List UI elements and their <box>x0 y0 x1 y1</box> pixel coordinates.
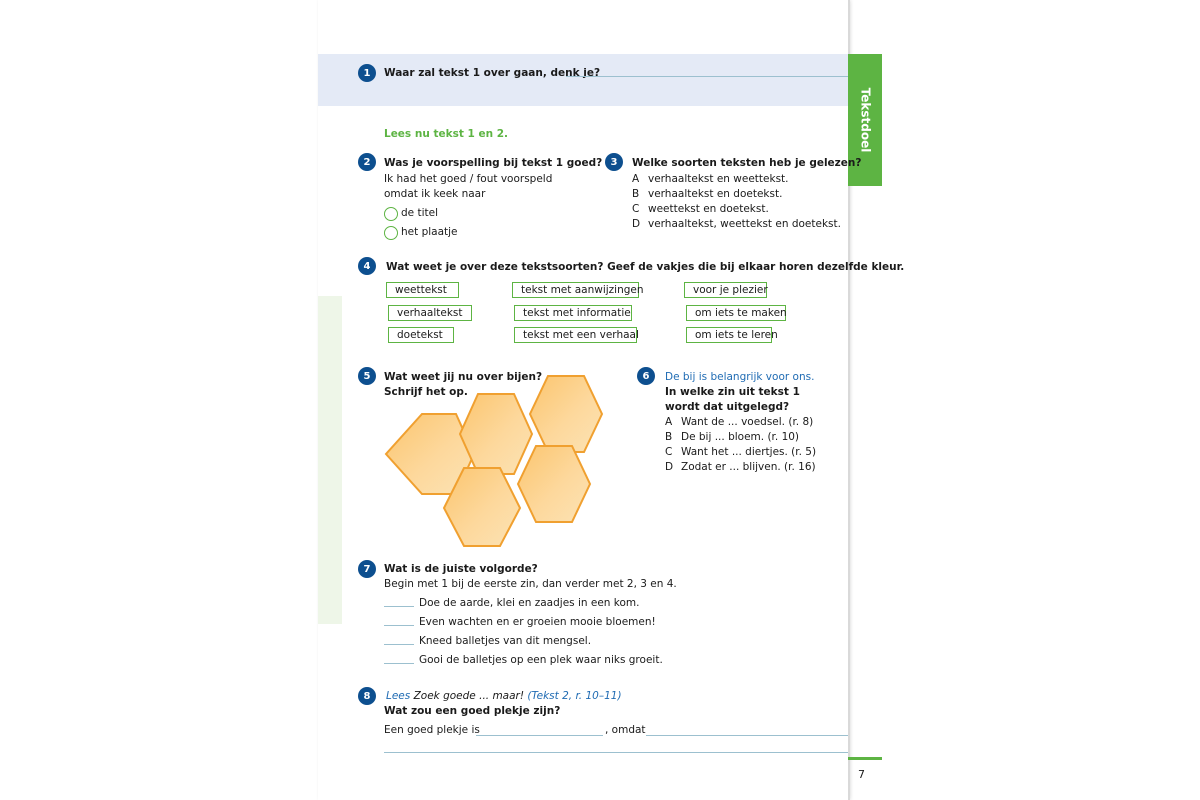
q2-option-1: de titel <box>401 207 438 219</box>
q6-letter-b: B <box>665 431 673 443</box>
q2-line2: omdat ik keek naar <box>384 188 486 200</box>
q6-line2: wordt dat uitgelegd? <box>665 401 790 413</box>
question-number-6: 6 <box>637 367 655 385</box>
bottom-accent-line <box>848 757 882 760</box>
q8-answer-line-1[interactable] <box>476 735 603 736</box>
question-number-4: 4 <box>358 257 376 275</box>
q4-box-leren[interactable]: om iets te leren <box>686 327 772 343</box>
q3-letter-c: C <box>632 203 640 215</box>
q6-letter-c: C <box>665 446 673 458</box>
question-number-3: 3 <box>605 153 623 171</box>
q3-letter-d: D <box>632 218 641 230</box>
q6-option-d[interactable] <box>665 460 816 474</box>
q3-text-b: verhaaltekst en doetekst. <box>648 188 783 200</box>
q4-box-maken[interactable]: om iets te maken <box>686 305 786 321</box>
q3-question: Welke soorten teksten heb je gelezen? <box>632 157 862 169</box>
q6-letter-a: A <box>665 416 673 428</box>
q4-box-plezier[interactable]: voor je plezier <box>684 282 767 298</box>
q6-text-c: Want het ... diertjes. (r. 5) <box>681 446 817 458</box>
honeycomb-cell-3[interactable] <box>530 376 602 452</box>
question-number-7: 7 <box>358 560 376 578</box>
q6-option-c[interactable] <box>665 445 816 459</box>
q7-item-4: Gooi de balletjes op een plek waar niks groeit. <box>419 654 663 666</box>
q5-line1: Wat weet jij nu over bijen? <box>384 371 543 383</box>
q3-letter-a: A <box>632 173 640 185</box>
q8-lees-line <box>386 689 622 703</box>
q3-text-d: verhaaltekst, weettekst en doetekst. <box>648 218 841 230</box>
q3-option-a[interactable] <box>632 172 789 186</box>
q6-letter-d: D <box>665 461 674 473</box>
q6-option-a[interactable] <box>665 415 813 429</box>
q3-letter-b: B <box>632 188 640 200</box>
q3-option-c[interactable] <box>632 202 769 216</box>
q7-sub: Begin met 1 bij de eerste zin, dan verder met 2, 3 en 4. <box>384 578 677 590</box>
q4-box-doetekst[interactable]: doetekst <box>388 327 454 343</box>
q7-answer-line-4[interactable] <box>384 663 414 664</box>
q4-box-verhaaltekst[interactable]: verhaaltekst <box>388 305 472 321</box>
q7-answer-line-2[interactable] <box>384 625 414 626</box>
q7-item-2: Even wachten en er groeien mooie bloemen! <box>419 616 656 628</box>
q4-question: Wat weet je over deze tekstsoorten? Geef de vakjes die bij elkaar horen dezelfde kleur. <box>386 261 905 273</box>
question-number-5: 5 <box>358 367 376 385</box>
q6-option-b[interactable] <box>665 430 799 444</box>
q4-box-informatie[interactable]: tekst met informatie <box>514 305 632 321</box>
q8-title: Zoek goede ... maar! <box>413 690 525 702</box>
honeycomb-drawing[interactable] <box>384 370 616 550</box>
q4-box-aanwijzingen[interactable]: tekst met aanwijzingen <box>512 282 639 298</box>
q1-text: Waar zal tekst 1 over gaan, denk je? <box>384 67 601 79</box>
side-tab-label: Tekstdoel <box>858 87 872 153</box>
q7-question: Wat is de juiste volgorde? <box>384 563 538 575</box>
q2-radio-1[interactable] <box>384 207 398 221</box>
q7-item-3: Kneed balletjes van dit mengsel. <box>419 635 592 647</box>
question-number-1: 1 <box>358 64 376 82</box>
q7-answer-line-1[interactable] <box>384 606 414 607</box>
q6-text-b: De bij ... bloem. (r. 10) <box>681 431 800 443</box>
q8-lees: Lees <box>386 690 411 702</box>
q6-text-a: Want de ... voedsel. (r. 8) <box>681 416 814 428</box>
q2-question: Was je voorspelling bij tekst 1 goed? <box>384 157 603 169</box>
q3-text-a: verhaaltekst en weettekst. <box>648 173 789 185</box>
q1-answer-line[interactable] <box>566 76 848 77</box>
q8-question: Wat zou een goed plekje zijn? <box>384 705 561 717</box>
q8-start: Een goed plekje is <box>384 724 480 736</box>
q6-text-d: Zodat er ... blijven. (r. 16) <box>681 461 816 473</box>
q3-option-d[interactable] <box>632 217 841 231</box>
q4-box-weettekst[interactable]: weettekst <box>386 282 459 298</box>
q5-line2: Schrijf het op. <box>384 386 468 398</box>
q4-box-verhaal[interactable]: tekst met een verhaal <box>514 327 637 343</box>
q7-answer-line-3[interactable] <box>384 644 414 645</box>
q8-ref: (Tekst 2, r. 10–11) <box>527 690 622 702</box>
q8-answer-line-2[interactable] <box>646 735 848 736</box>
q3-text-c: weettekst en doetekst. <box>648 203 769 215</box>
question-number-8: 8 <box>358 687 376 705</box>
honeycomb-cell-5[interactable] <box>518 446 590 522</box>
side-strip <box>318 296 342 624</box>
q6-line1: In welke zin uit tekst 1 <box>665 386 800 398</box>
q2-line1: Ik had het goed / fout voorspeld <box>384 173 553 185</box>
q3-option-b[interactable] <box>632 187 782 201</box>
q2-radio-2[interactable] <box>384 226 398 240</box>
q6-quote: De bij is belangrijk voor ons. <box>665 371 815 383</box>
question-number-2: 2 <box>358 153 376 171</box>
q8-mid: , omdat <box>605 724 646 736</box>
read-instruction: Lees nu tekst 1 en 2. <box>384 128 509 140</box>
question-band <box>318 54 848 106</box>
q8-answer-line-3[interactable] <box>384 752 848 753</box>
q7-item-1: Doe de aarde, klei en zaadjes in een kom. <box>419 597 640 609</box>
page-number: 7 <box>858 768 865 781</box>
q2-option-2: het plaatje <box>401 226 458 238</box>
